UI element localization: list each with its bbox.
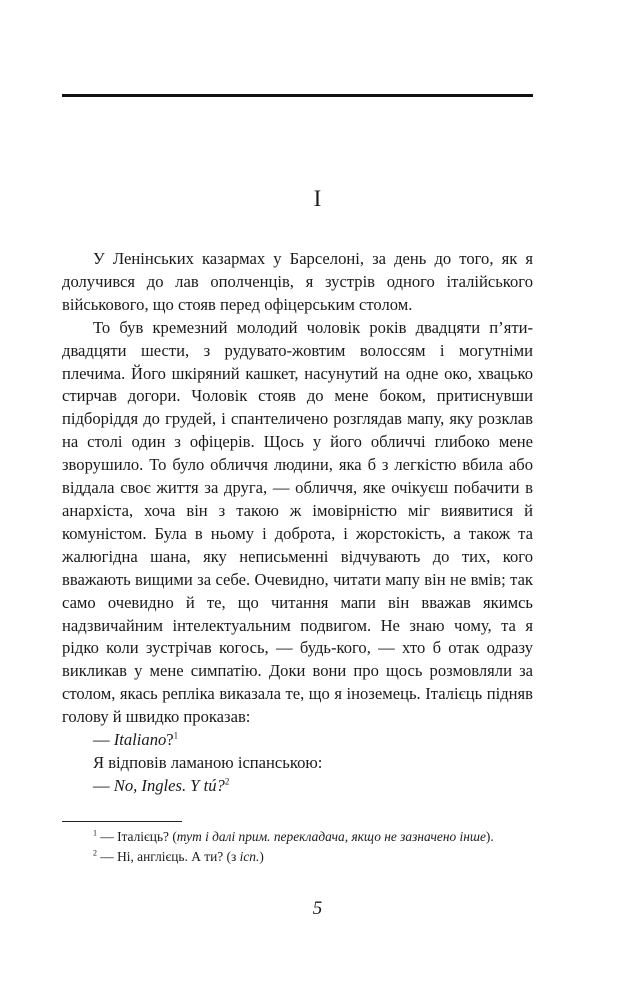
dialog-dash: —	[93, 775, 114, 795]
footnote-text: — Ні, англієць. А ти? (з	[97, 848, 240, 864]
footnote-number: 1	[93, 828, 97, 838]
footnote-italic: тут і далі прим. перекладача, якщо не зазначено інше	[176, 829, 486, 844]
footnote-ref-2[interactable]: 2	[224, 776, 230, 787]
chapter-title: I	[313, 186, 322, 211]
paragraph-2: То був кремезний молодий чоловік років двадцяти п’яти-двадцяти шести, з рудувато-жовтим волоссям і могутніми плечима. Його шкіряний кашкет, насунутий на одне око, хвацько стирчав догори. Чоловік стояв до мене боком, притиснувши підборіддя до грудей, і спантеличено розглядав мапу, яку розклав на столі один з офіцерів. Щось у його обличчі глибоко мене зворушило. То було обличчя людини, яка б з легкістю вбила або віддала своє життя за друга, — обличчя, яке очікуєш побачити в анархіста, хоча він з такою ж імовірністю міг виявитися й комуністом. Була в ньому і доброта, і жорстокість, а також та жалюгідна шана, яку неписьменні відчувають до тих, кого вважають вищими за себе. Очевидно, читати мапу він не вмів; так само очевидно й те, що читання мапи він вважав якимсь надзвичайним інтелектуальним подвигом. Не знаю чому, та я рідко коли зустрічав когось, — будь-кого, — хто б отак одразу викликав у мене симпатію. Доки вони про щось розмовляли за столом, якась репліка виказала те, що я іноземець. Італієць підняв голову й швидко проказав:	[62, 317, 533, 727]
paragraph-3: Я відповів ламаною іспанською:	[93, 752, 323, 772]
dialog-italic-text: No, Ingles. Y tú?	[113, 775, 225, 795]
page-number: 5	[312, 898, 323, 919]
footnote-ref-1[interactable]: 1	[173, 730, 179, 741]
footnote-text: )	[259, 848, 264, 864]
footnote-rule	[62, 821, 182, 822]
footnotes	[62, 827, 533, 866]
body-text	[62, 248, 533, 798]
dialog-line-2	[62, 775, 533, 798]
footnote-1	[62, 827, 533, 847]
footnote-number: 2	[93, 848, 97, 858]
dialog-line-1	[62, 729, 533, 752]
paragraph-1: У Ленінських казармах у Барселоні, за день до того, як я долучився до лав ополченців, я зустрів одного італійського військового, що стояв перед офіцерським столом.	[62, 249, 533, 314]
footnote-text: — Італієць? (	[97, 829, 177, 844]
footnote-italic: ісп.	[239, 848, 260, 864]
dialog-dash: —	[93, 730, 114, 750]
dialog-italic-text: Italiano	[113, 730, 167, 750]
footnote-text: ).	[485, 829, 494, 844]
dialog-question-mark: ?	[166, 730, 174, 750]
top-rule	[62, 94, 533, 97]
footnote-2	[62, 847, 533, 867]
